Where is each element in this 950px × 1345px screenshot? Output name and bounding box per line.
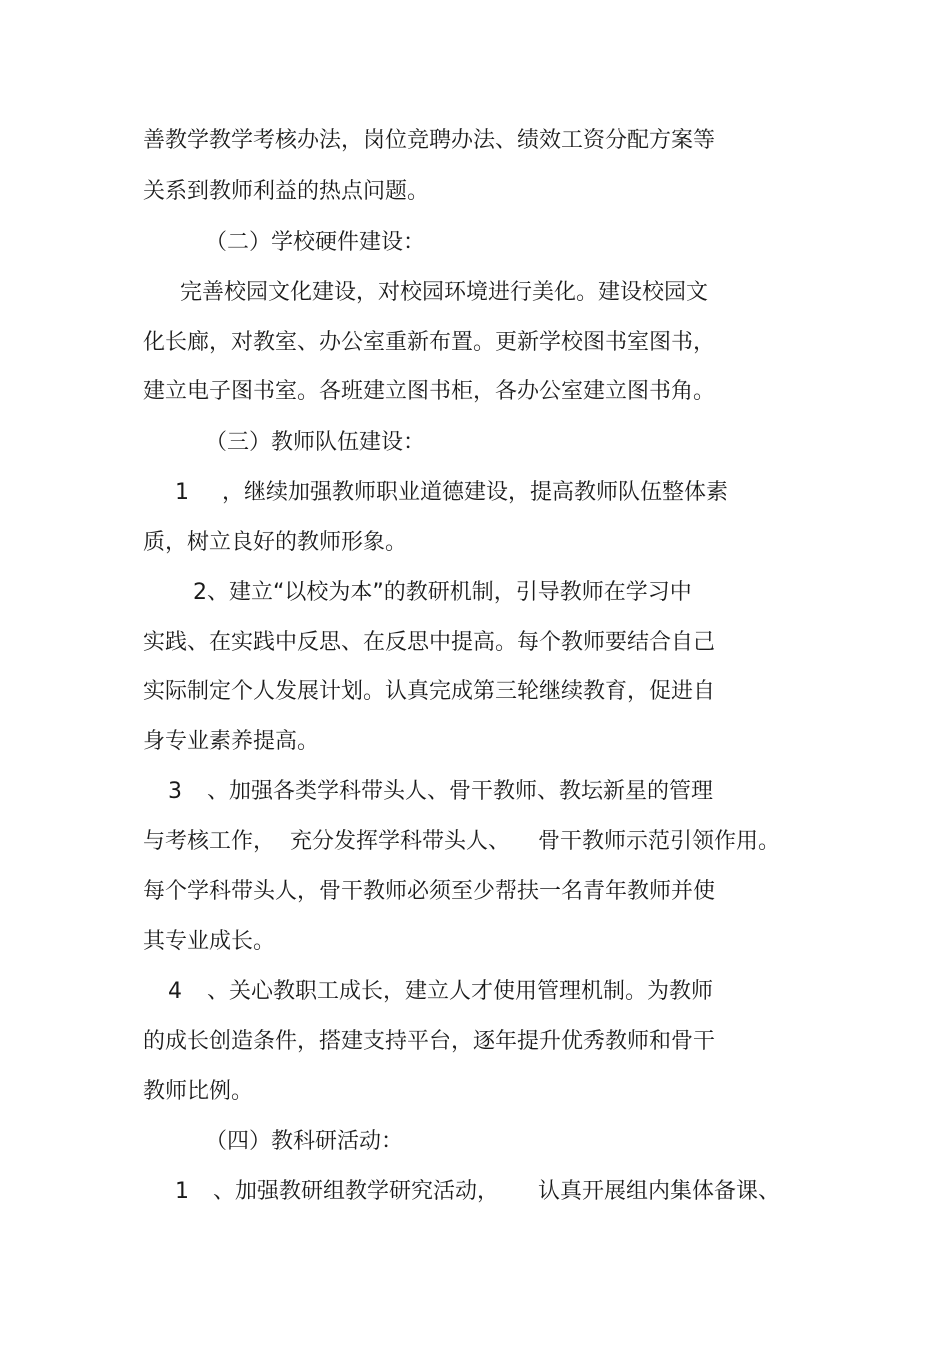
list-number: 1 [175,1179,189,1204]
list-number: 4 [168,979,182,1004]
text-line: 、加强各类学科带头人、骨干教师、教坛新星的管理 [207,779,714,804]
text-line: 善教学教学考核办法，岗位竞聘办法、绩效工资分配方案等 [143,128,716,153]
text-line: 其专业成长。 [143,929,276,954]
text-line: 建立电子图书室。各班建立图书柜，各办公室建立图书角。 [143,379,716,404]
text-line: 、加强教研组教学研究活动， [213,1179,500,1204]
text-line: 每个学科带头人，骨干教师必须至少帮扶一名青年教师并使 [143,879,716,904]
text-line: 实际制定个人发展计划。认真完成第三轮继续教育，促进自 [143,679,716,704]
text-line: 化长廊，对教室、办公室重新布置。更新学校图书室图书， [143,330,716,355]
list-number: 1 [175,480,189,505]
text-line: 、关心教职工成长，建立人才使用管理机制。为教师 [207,979,714,1004]
text-line: 骨干教师示范引领作用。 [538,829,781,854]
list-number: 3 [168,779,182,804]
text-line: 身专业素养提高。 [143,729,320,754]
text-line: 关系到教师利益的热点问题。 [143,179,430,204]
section-heading: （三）教师队伍建设： [205,430,426,455]
text-line: 2、建立“以校为本”的教研机制，引导教师在学习中 [193,580,692,605]
text-line: 与考核工作， [143,829,276,854]
text-line: 的成长创造条件，搭建支持平台，逐年提升优秀教师和骨干 [143,1029,716,1054]
text-line: 实践、在实践中反思、在反思中提高。每个教师要结合自己 [143,630,716,655]
text-line: 认真开展组内集体备课、 [538,1179,781,1204]
text-line: 教师比例。 [143,1079,254,1104]
text-line: 质，树立良好的教师形象。 [143,530,408,555]
text-line: 完善校园文化建设，对校园环境进行美化。建设校园文 [180,280,709,305]
text-line: 充分发挥学科带头人、 [290,829,511,854]
section-heading: （二）学校硬件建设： [205,230,426,255]
text-line: ，继续加强教师职业道德建设，提高教师队伍整体素 [222,480,729,505]
section-heading: （四）教科研活动： [205,1129,404,1154]
